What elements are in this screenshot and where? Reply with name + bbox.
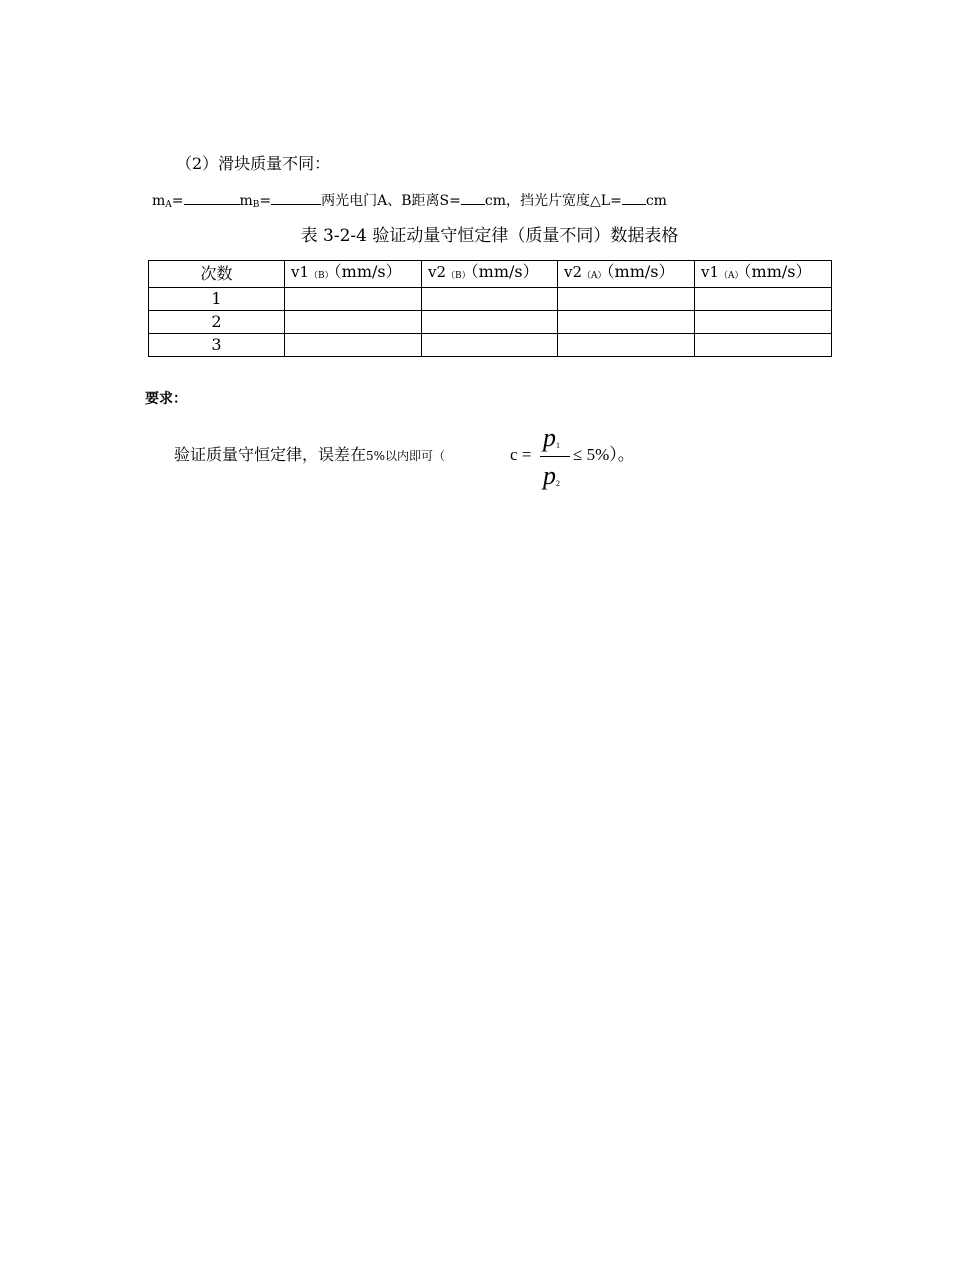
- table-cell[interactable]: [558, 334, 695, 357]
- table-caption: 表 3-2-4 验证动量守恒定律（质量不同）数据表格: [300, 226, 679, 246]
- formula-rhs: ≤ 5%）。: [573, 445, 635, 464]
- table-cell[interactable]: [285, 311, 422, 334]
- fraction-bar: [540, 456, 570, 457]
- parameter-line: [152, 191, 667, 215]
- requirement-text: 验证质量守恒定律，误差在5%以内即可（: [174, 445, 446, 464]
- formula-numerator: $p_1$: [543, 423, 560, 452]
- error-formula: [500, 424, 650, 496]
- table-cell[interactable]: [695, 288, 832, 311]
- width-blank[interactable]: [622, 191, 646, 205]
- section-heading: （2）滑块质量不同：: [176, 154, 331, 173]
- mass-b-label: $m_B=$: [239, 193, 272, 210]
- mass-a-label: $m_A=$: [152, 193, 184, 210]
- table-row: [149, 334, 832, 357]
- distance-blank[interactable]: [461, 191, 485, 205]
- data-table: [148, 260, 832, 357]
- table-cell[interactable]: [558, 288, 695, 311]
- table-row: [149, 311, 832, 334]
- formula-denominator: $p_2$: [543, 461, 560, 490]
- row-index: 2: [149, 311, 285, 334]
- header-v2-b: v2（B）（mm/s）: [422, 261, 558, 288]
- width-unit: cm: [645, 193, 667, 209]
- table-cell[interactable]: [422, 311, 558, 334]
- header-v1-a: v1（A）（mm/s）: [695, 261, 832, 288]
- table-cell[interactable]: [422, 334, 558, 357]
- table-cell[interactable]: [695, 311, 832, 334]
- requirement-label: 要求：: [145, 391, 187, 407]
- header-v1-b: v1（B）（mm/s）: [285, 261, 422, 288]
- table-row: [149, 288, 832, 311]
- table-cell[interactable]: [695, 334, 832, 357]
- table-cell[interactable]: [558, 311, 695, 334]
- formula-lhs: c =: [510, 445, 532, 464]
- row-index: 1: [149, 288, 285, 311]
- table-cell[interactable]: [285, 334, 422, 357]
- header-count: 次数: [149, 261, 285, 288]
- header-v2-a: v2（A）（mm/s）: [558, 261, 695, 288]
- distance-label: 两光电门A、B距离S=: [321, 193, 461, 209]
- table-cell[interactable]: [285, 288, 422, 311]
- table-cell[interactable]: [422, 288, 558, 311]
- table-header-row: [149, 261, 832, 288]
- mass-a-blank[interactable]: [184, 191, 240, 205]
- formula-fraction: [538, 424, 572, 494]
- row-index: 3: [149, 334, 285, 357]
- mass-b-blank[interactable]: [271, 191, 321, 205]
- distance-unit-label: cm，挡光片宽度△L=: [484, 193, 622, 209]
